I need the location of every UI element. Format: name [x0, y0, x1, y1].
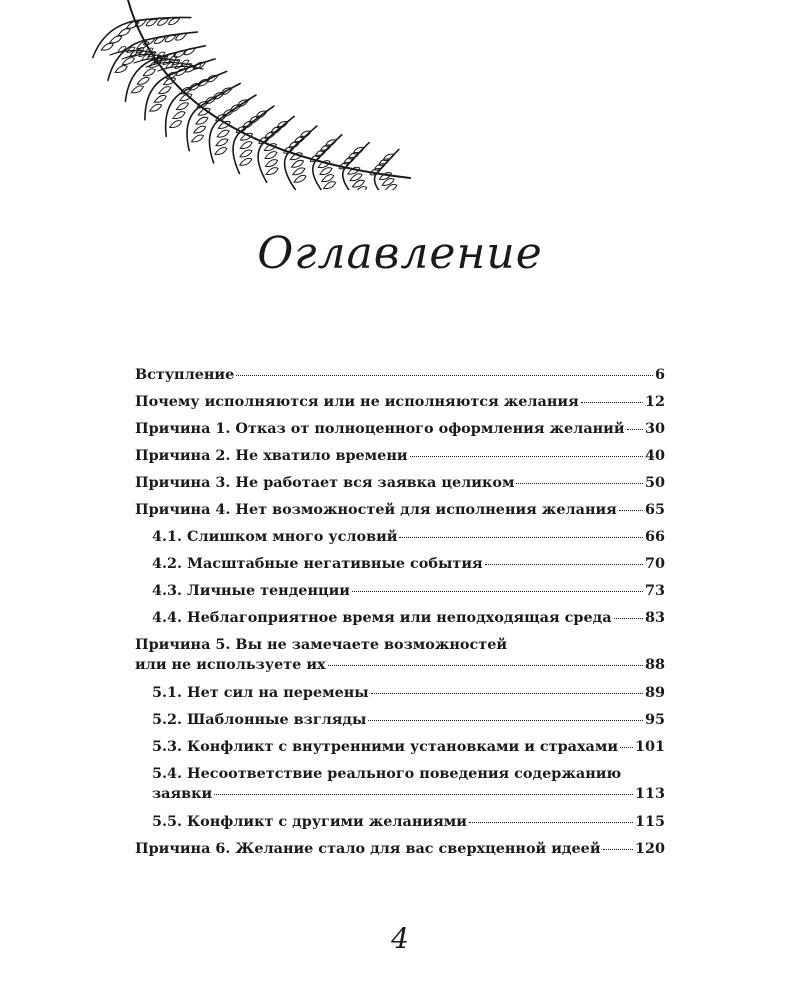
toc-entry-page: 95 — [644, 711, 665, 728]
toc-entry-page: 70 — [644, 555, 665, 572]
page-number: 4 — [391, 922, 409, 955]
toc-entry-title: 4.2. Масштабные негативные события — [152, 555, 483, 572]
dot-leader — [236, 375, 653, 376]
toc-entry-page: 12 — [644, 393, 665, 410]
dot-leader — [371, 693, 643, 694]
dot-leader — [410, 456, 643, 457]
dot-leader — [485, 564, 643, 565]
toc-entry-page: 113 — [634, 785, 665, 802]
toc-entry[interactable] — [135, 447, 665, 474]
dot-leader — [516, 483, 643, 484]
toc-entry-title-cont: заявки — [152, 785, 213, 802]
dot-leader — [619, 510, 643, 511]
dot-leader — [469, 822, 633, 823]
toc-entry-page: 30 — [644, 420, 665, 437]
toc-entry-title: Причина 4. Нет возможностей для исполнения желания — [135, 501, 617, 518]
dot-leader — [352, 591, 643, 592]
toc-entry[interactable] — [135, 528, 665, 555]
toc-entry-title: Причина 2. Не хватило времени — [135, 447, 408, 464]
toc-entry-title: 4.4. Неблагоприятное время или неподходящая среда — [152, 609, 612, 626]
dot-leader — [214, 794, 633, 795]
toc-entry[interactable] — [135, 765, 665, 805]
toc-entry[interactable] — [135, 684, 665, 711]
toc-entry-page: 6 — [654, 366, 665, 383]
fern-ornament — [50, 0, 420, 190]
toc-entry-title: 4.1. Слишком много условий — [152, 528, 398, 545]
dot-leader — [603, 849, 633, 850]
toc-entry-page: 88 — [644, 656, 665, 673]
table-of-contents — [135, 366, 665, 867]
toc-entry-page: 89 — [644, 684, 665, 701]
page-title: Оглавление — [257, 228, 543, 279]
dot-leader — [620, 747, 633, 748]
dot-leader — [399, 537, 643, 538]
toc-entry[interactable] — [135, 813, 665, 840]
toc-entry-page: 115 — [634, 813, 665, 830]
toc-entry-title: 5.4. Несоответствие реального поведения содержанию — [152, 765, 622, 782]
toc-entry-title: Причина 5. Вы не замечаете возможностей — [135, 636, 508, 653]
toc-entry-page: 101 — [634, 738, 665, 755]
toc-entry-page: 40 — [644, 447, 665, 464]
toc-entry[interactable] — [135, 501, 665, 528]
dot-leader — [328, 665, 643, 666]
dot-leader — [581, 402, 643, 403]
toc-entry-title: 5.5. Конфликт с другими желаниями — [152, 813, 467, 830]
toc-entry[interactable] — [135, 366, 665, 393]
toc-entry-title: 5.3. Конфликт с внутренними установками и страхами — [152, 738, 619, 755]
toc-entry-title: Вступление — [135, 366, 235, 383]
toc-entry[interactable] — [135, 636, 665, 676]
toc-entry[interactable] — [135, 609, 665, 636]
toc-entry[interactable] — [135, 555, 665, 582]
toc-entry-page: 65 — [644, 501, 665, 518]
toc-entry[interactable] — [135, 420, 665, 447]
toc-entry-title: Причина 1. Отказ от полноценного оформления желаний — [135, 420, 625, 437]
toc-entry-title: Почему исполняются или не исполняются желания — [135, 393, 579, 410]
toc-entry[interactable] — [135, 840, 665, 867]
toc-entry-title: Причина 3. Не работает вся заявка целиком — [135, 474, 515, 491]
toc-entry[interactable] — [135, 474, 665, 501]
toc-entry-page: 50 — [644, 474, 665, 491]
toc-entry-page: 73 — [644, 582, 665, 599]
toc-entry[interactable] — [135, 711, 665, 738]
toc-entry-title: 4.3. Личные тенденции — [152, 582, 350, 599]
toc-entry-page: 83 — [644, 609, 665, 626]
dot-leader — [368, 720, 643, 721]
toc-entry[interactable] — [135, 582, 665, 609]
toc-entry-title: Причина 6. Желание стало для вас сверхценной идеей — [135, 840, 601, 857]
toc-entry[interactable] — [135, 393, 665, 420]
toc-entry-title-cont: или не используете их — [135, 656, 326, 673]
toc-entry-title: 5.1. Нет сил на перемены — [152, 684, 369, 701]
dot-leader — [614, 618, 643, 619]
toc-entry-page: 120 — [634, 840, 665, 857]
toc-entry-title: 5.2. Шаблонные взгляды — [152, 711, 367, 728]
toc-entry[interactable] — [135, 738, 665, 765]
toc-entry-page: 66 — [644, 528, 665, 545]
dot-leader — [627, 429, 643, 430]
